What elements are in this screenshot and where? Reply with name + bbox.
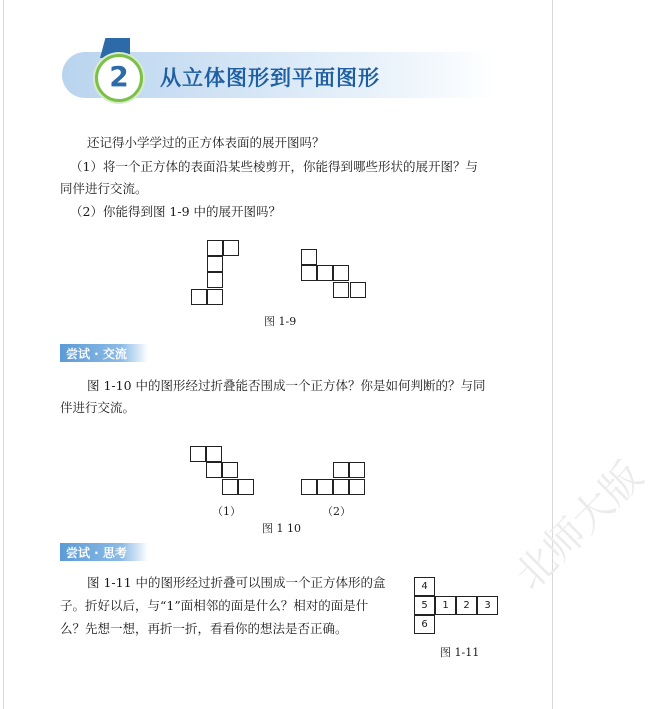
net-square — [191, 289, 207, 305]
net-square — [349, 479, 365, 495]
net-square — [207, 272, 223, 288]
figure-1-9-caption: 图 1-9 — [264, 315, 297, 328]
net-square — [301, 265, 317, 281]
section-tag-try-think — [60, 543, 148, 561]
face-cell: 1 — [435, 596, 456, 615]
net-square — [301, 479, 317, 495]
net-square — [333, 479, 349, 495]
net-square — [222, 462, 238, 478]
section-tag-label: 尝试 · 思考 — [66, 546, 127, 560]
section-2-text-line-1: 图 1-11 中的图形经过折叠可以围成一个正方体形的盒 — [87, 575, 386, 590]
section-tag-try-discuss — [60, 344, 148, 362]
section-1-text-line-2: 伴进行交流。 — [60, 400, 136, 415]
net-square — [333, 282, 349, 298]
section-2-text-line-2: 子。折好以后，与“1”面相邻的面是什么？相对的面是什 — [60, 598, 369, 613]
face-cell: 6 — [414, 615, 435, 634]
figure-1-10-caption: 图 1 10 — [262, 522, 301, 535]
question-1-line-2: 同伴进行交流。 — [60, 181, 148, 196]
net-square — [207, 240, 223, 256]
net-square — [207, 256, 223, 272]
net-square — [333, 265, 349, 281]
net-square — [333, 462, 349, 478]
net-square — [206, 446, 222, 462]
figure-1-10-sub-caption-1: （1） — [212, 505, 241, 518]
section-number: 2 — [109, 60, 129, 93]
net-square — [207, 289, 223, 305]
figure-1-10-sub-caption-2: （2） — [322, 505, 351, 518]
section-tag-label: 尝试 · 交流 — [66, 347, 127, 361]
net-square — [206, 462, 222, 478]
net-square — [223, 240, 239, 256]
net-square — [350, 282, 366, 298]
face-cell: 2 — [456, 596, 477, 615]
net-square — [190, 446, 206, 462]
question-2: （2）你能得到图 1-9 中的展开图吗？ — [70, 204, 282, 219]
intro-question: 还记得小学学过的正方体表面的展开图吗？ — [87, 135, 325, 150]
face-cell: 4 — [414, 577, 435, 596]
question-1-line-1: （1）将一个正方体的表面沿某些棱剪开，你能得到哪些形状的展开图？与 — [70, 159, 478, 174]
publisher-watermark: 北师大版 — [506, 453, 653, 599]
net-square — [317, 265, 333, 281]
net-square — [238, 479, 254, 495]
section-2-text-line-3: 么？先想一想，再折一折，看看你的想法是否正确。 — [60, 621, 348, 636]
face-cell: 3 — [477, 596, 498, 615]
section-title: 从立体图形到平面图形 — [160, 66, 380, 90]
net-square — [222, 479, 238, 495]
face-cell: 5 — [414, 596, 435, 615]
net-square — [317, 479, 333, 495]
net-square — [301, 249, 317, 265]
net-square — [349, 462, 365, 478]
section-1-text-line-1: 图 1-10 中的图形经过折叠能否围成一个正方体？你是如何判断的？与同 — [87, 378, 486, 393]
figure-1-11-caption: 图 1-11 — [440, 646, 480, 659]
